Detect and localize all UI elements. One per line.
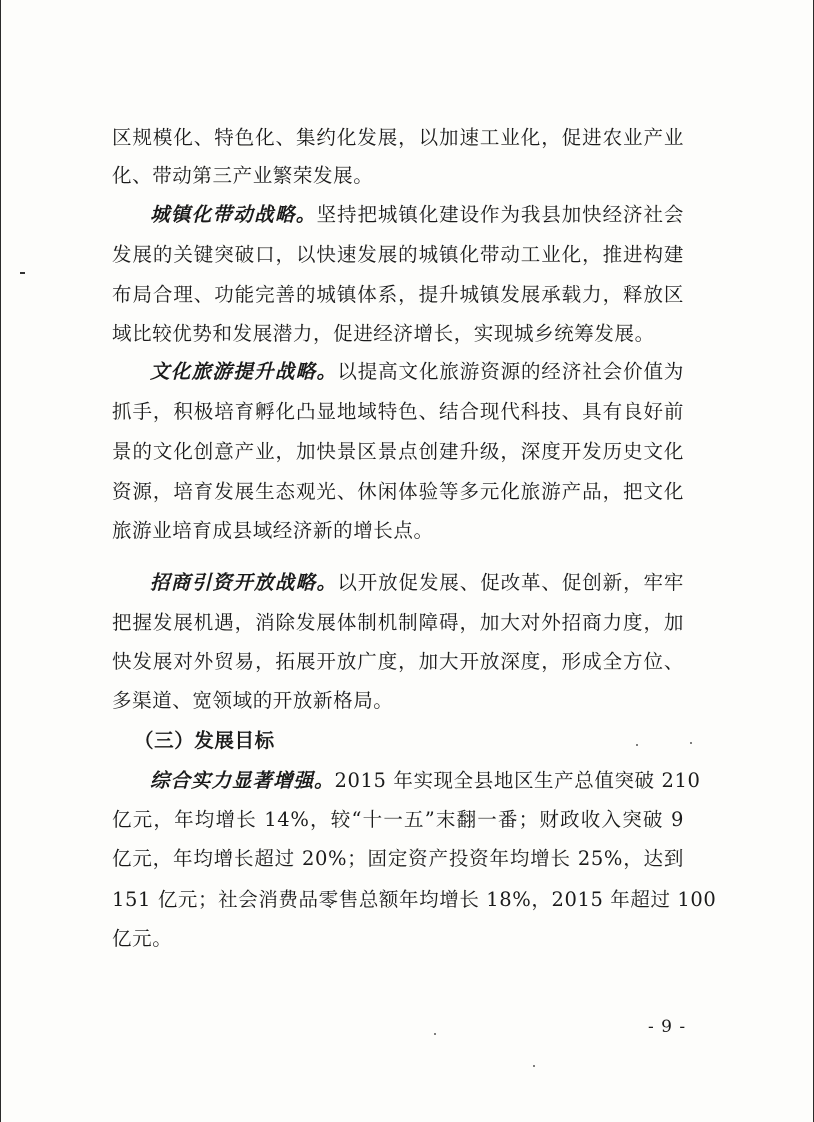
paragraph-first-line: [150, 570, 684, 596]
paragraph-line: 亿元，年均增长 14%，较“十一五”末翻一番；财政收入突破 9: [112, 808, 684, 831]
goal-title: 综合实力显著增强。: [150, 769, 335, 792]
paragraph-text: 以提高文化旅游资源的经济社会价值为: [337, 360, 684, 383]
paragraph-text: 2015 年实现全县地区生产总值突破 210: [334, 769, 701, 792]
paragraph-line: 亿元。: [112, 927, 173, 950]
paragraph-text: 以开放促发展、促改革、促创新，牢牢: [337, 571, 684, 594]
page-number: - 9 -: [648, 1017, 687, 1037]
paragraph-line: 布局合理、功能完善的城镇体系，提升城镇发展承载力，释放区: [112, 283, 684, 306]
paragraph-line: 区规模化、特色化、集约化发展，以加速工业化，促进农业产业: [112, 126, 684, 149]
paragraph-first-line: [150, 202, 684, 228]
section-heading: （三）发展目标: [134, 729, 275, 752]
paragraph-line: 快发展对外贸易，拓展开放广度，加大开放深度，形成全方位、: [112, 650, 684, 673]
paragraph-first-line: [150, 768, 701, 794]
paragraph-line: 151 亿元；社会消费品零售总额年均增长 18%，2015 年超过 100: [112, 888, 717, 911]
paragraph-line: 亿元，年均增长超过 20%；固定资产投资年均增长 25%，达到: [112, 847, 684, 870]
paragraph-first-line: [150, 359, 684, 385]
scan-speck: [636, 744, 638, 746]
paragraph-line: 化、带动第三产业繁荣发展。: [112, 164, 374, 187]
paragraph-line: 旅游业培育成县域经济新的增长点。: [112, 519, 434, 542]
paragraph-line: 域比较优势和发展潜力，促进经济增长，实现城乡统筹发展。: [112, 322, 655, 345]
paragraph-line: 景的文化创意产业，加快景区景点创建升级，深度开发历史文化: [112, 440, 684, 463]
paragraph-line: 资源，培育发展生态观光、休闲体验等多元化旅游产品，把文化: [112, 480, 684, 503]
scan-edge-left: [0, 0, 1, 1122]
paragraph-line: 多渠道、宽领域的开放新格局。: [112, 689, 394, 712]
binding-mark: [20, 272, 25, 274]
scan-speck: [434, 1033, 436, 1035]
paragraph-text: 坚持把城镇化建设作为我县加快经济社会: [316, 203, 684, 226]
strategy-title: 招商引资开放战略。: [150, 571, 338, 594]
paragraph-line: 抓手，积极培育孵化凸显地域特色、结合现代科技、具有良好前: [112, 400, 684, 423]
strategy-title: 文化旅游提升战略。: [150, 360, 338, 383]
paragraph-line: 把握发展机遇，消除发展体制机制障碍，加大对外招商力度，加: [112, 611, 684, 634]
strategy-title: 城镇化带动战略。: [150, 203, 317, 226]
paragraph-line: 发展的关键突破口，以快速发展的城镇化带动工业化，推进构建: [112, 243, 684, 266]
scan-speck: [533, 1065, 535, 1067]
scan-speck: [690, 742, 692, 744]
